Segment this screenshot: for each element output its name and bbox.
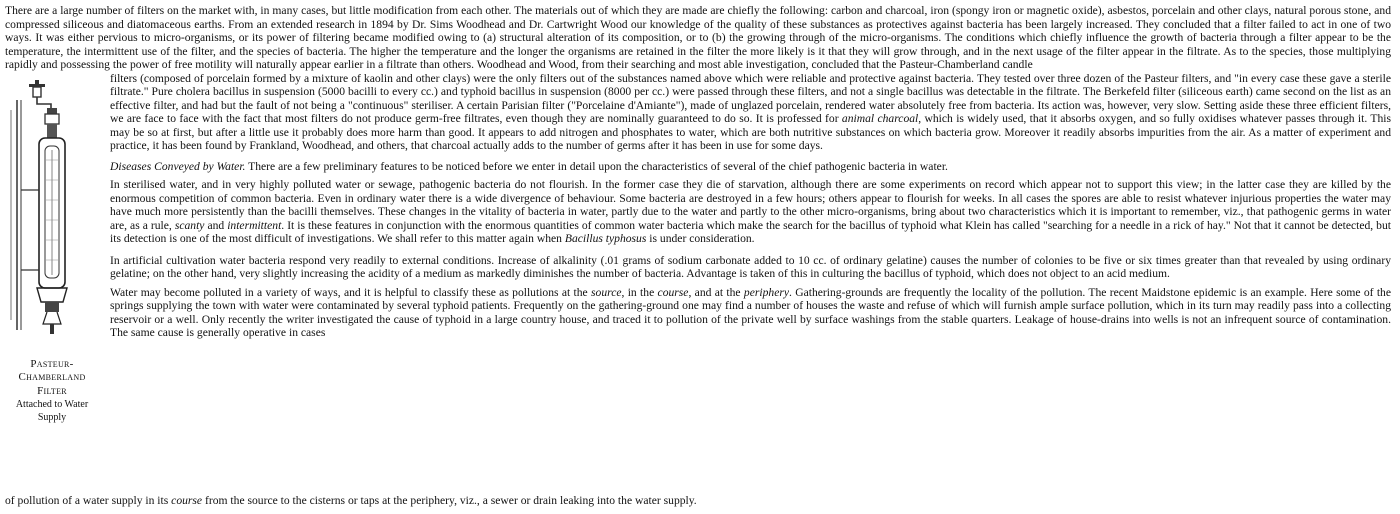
paragraph-diseases: Diseases Conveyed by Water. There are a few preliminary features to be noticed before we enter in detail upon the characteristics of several of the chief pathogenic bacteria in water. [110,159,948,173]
intro-paragraph: There are a large number of filters on the market with, in many cases, but little modification from each other. The materials out of which they are made are chiefly the following: carbon and charcoal, iron (spongy iron or magnetic oxide), asbestos, porcelain and other clays, natural porous stone, and compressed siliceous and diatomaceous earths. From an extended research in 1894 by Dr. Sims Woodhead and Dr. Cartwright Wood our knowledge of the quality of these substances as protectives against bacteria has been largely increased. They concluded that a filter failed to act in one of two ways. It was either pervious to micro-organisms, or its power of filtering became modified owing to (a) structural alteration of its composition, or to (b) the growing through of the micro-organisms. The conditions which chiefly influence the growth of bacteria through a filter appear to be the temperature, the intermittent use of the filter, and the species of bacteria. The higher the temperature and the longer the organisms are retained in the filter the more likely is it that they will grow through, and in the next usage of the filter appear in the filtrate. As to the species, those multiplying rapidly and possessing the power of free motility will naturally appear earlier in a filtrate than others. Woodhead and Wood, from their searching and most able investigation, concluded that the Pasteur-Chamberland candle [5,4,1391,71]
caption-line: Attached to Water [15,399,89,410]
paragraph-pollution: Water may become polluted in a variety of ways, and it is helpful to classify these as pollutions at the source, in the course, and at the periphery. Gathering-grounds are frequently the locality of the pollution. The recent Maidstone epidemic is an example. Here some of the springs supplying the town with water were contaminated by several typhoid patients. Frequently on the gathering-ground one may find a number of houses the waste and refuse of which will furnish ample surface pollution, which in its turn may readily pass into a collecting reservoir or a well. Only recently the writer investigated the cause of typhoid in a large country house, and traced it to pollution of the private well by surface washings from the stable quarters. Leakage of house-drains into wells is not an infrequent source of contamination. The same cause is generally operative in cases [110,285,1392,339]
caption-line: Pasteur- [30,357,74,370]
paragraph-pollution-continued: of pollution of a water supply in its course from the source to the cisterns or taps at the periphery, viz., a sewer or drain leaking into the water supply. [5,494,697,507]
caption-line: Supply [37,412,67,423]
paragraph-sterilised-water: In sterilised water, and in very highly polluted water or sewage, pathogenic bacteria do not flourish. In the former case they die of starvation, although there are some experiments on record which appear not to support this view; in the latter case they are killed by the enormous competition of common bacteria. Even in ordinary water there is a wide divergence of behaviour. Some bacteria are destroyed in a few hours; others appear to flourish for weeks. In all cases the spores are able to resist whatever injurious properties the water may have much more persistently than the bacilli themselves. These changes in the vitality of bacteria in water, partly due to the water and partly to the other micro-organisms, bring about two characteristics which it is important to remember, viz., that pathogenic germs in water are, as a rule, scanty and intermittent. It is these features in conjunction with the enormous quantities of common water bacteria which make the search for the bacillus of typhoid what Klein has called "searching for a needle in a rick of hay." Not that it cannot be detected, but its detection is one of the most difficult of investigations. We shall refer to this matter again when Bacillus typhosus is under consideration. [110,178,1391,245]
pasteur-chamberland-filter-illustration [7,80,87,350]
paragraph-filters: filters (composed of porcelain formed by a mixture of kaolin and other clays) were the only filters out of the substances named above which were reliable and protective against bacteria. They tested over three dozen of the Pasteur filters, and "in every case these gave a sterile filtrate." Pure cholera bacillus in suspension (5000 bacilli to every cc.) and typhoid bacillus in suspension (8000 per cc.) were passed through these filters, and not a single bacillus was detectable in the filtrate. The Berkefeld filter (siliceous earth) came second on the list as an effective filter, and had but the fault of not being a "continuous" steriliser. A certain Parisian filter ("Porcelaine d'Amiante"), made of unglazed porcelain, rendered water absolutely free from bacteria. Its action was, however, very slow. Setting aside these three efficient filters, we are face to face with the fact that most filters do not produce germ-free filtrates, even though they are nominally guaranteed to do so. It is professed for animal charcoal, which is widely used, that it absorbs oxygen, and so fully oxidises whatever passes through it. This may be so at first, but after a little use it probably does more harm than good. It appears to add nitrogen and phosphates to water, which are both nutritive substances on which bacteria grow. Moreover it readily absorbs impurities from the air. As a matter of experiment and practice, it has been found by Frankland, Woodhead, and others, that charcoal actually adds to the number of germs after it has been in use for some days. [110,71,1391,152]
page [5,4,1392,423]
figure-caption [5,358,99,425]
text-column [110,72,1391,348]
caption-line: Chamberland [18,371,86,383]
caption-line: Filter [37,384,67,397]
paragraph-cultivation: In artificial cultivation water bacteria respond very readily to external conditions. Increase of alkalinity (.01 grams of sodium carbonate added to 10 cc. of ordinary gelatine) causes the number of colonies to be five or six times greater than that revealed by using ordinary gelatine; on the other hand, very slightly increasing the acidity of a medium as markedly diminishes the number of bacteria. Advantage is taken of this in culturing the bacillus of typhoid, which does not object to an acid medium. [110,253,1391,280]
figure-wrap [5,71,1392,423]
figure-column [5,72,109,423]
